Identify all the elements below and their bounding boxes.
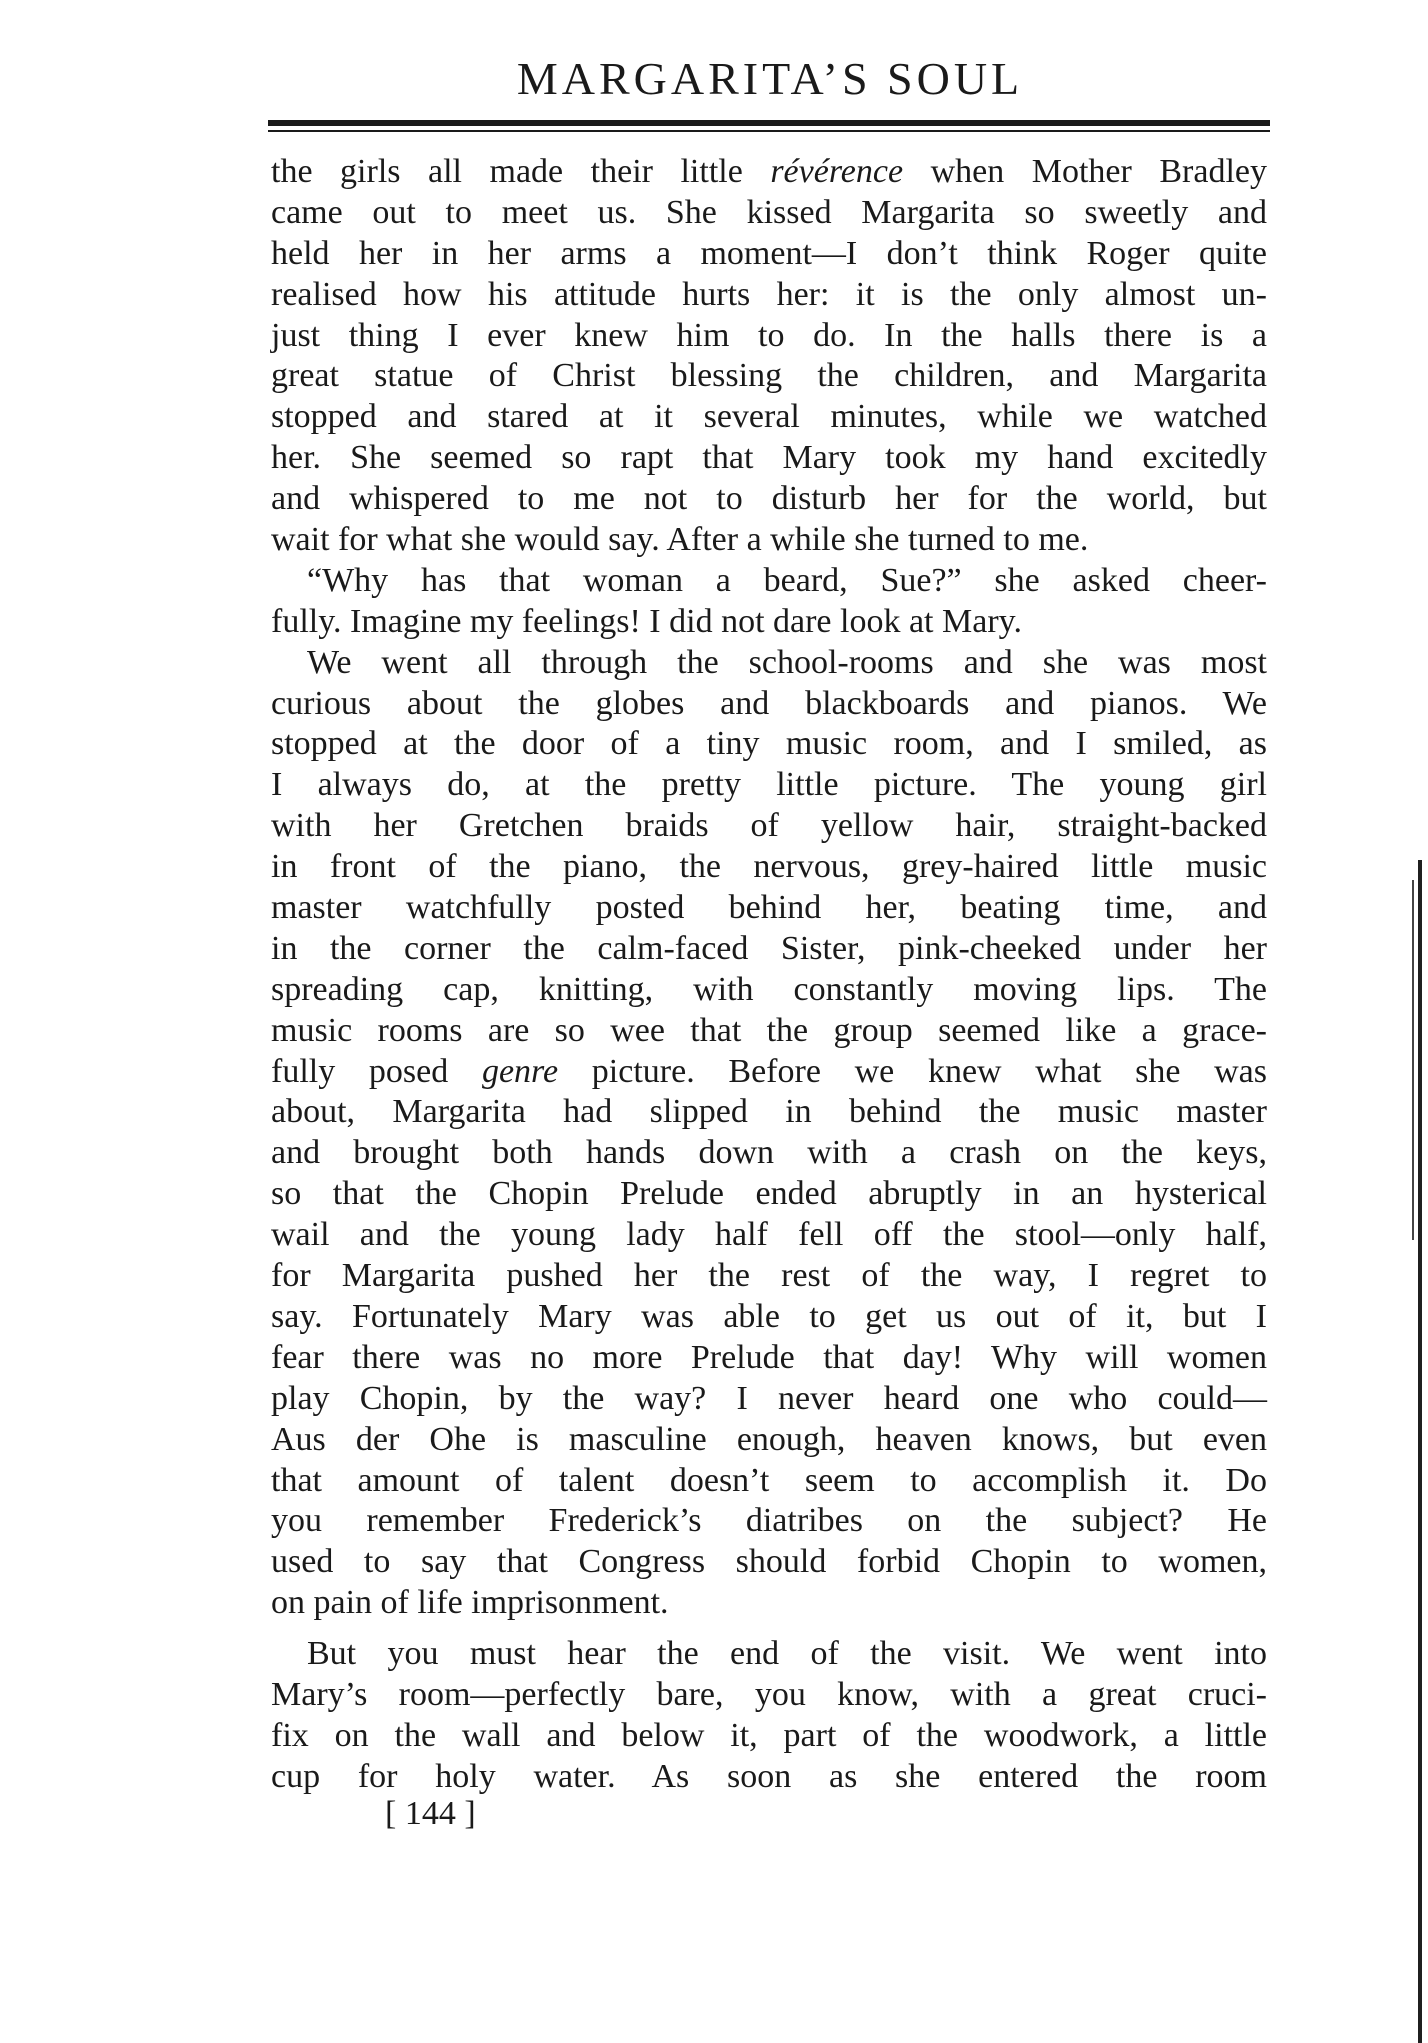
text-segment: the girls all made their little (271, 153, 771, 190)
text-line: wail and the young lady half fell off the stool—only half, (271, 1216, 1267, 1254)
header-rule-thick (268, 120, 1270, 126)
header-rule-thin (268, 130, 1270, 132)
text-line: We went all through the school-rooms and she was most (307, 643, 1267, 681)
text-line: on pain of life imprisonment. (271, 1584, 669, 1622)
italic-word: genre (481, 1052, 559, 1090)
text-line: that amount of talent doesn’t seem to accomplish it. Do (271, 1461, 1267, 1499)
page-number: [ 144 ] (385, 1795, 476, 1832)
text-line: just thing I ever knew him to do. In the halls there is a (271, 316, 1267, 354)
text-segment: when Mother Bradley (903, 153, 1267, 190)
text-line: came out to meet us. She kissed Margarita so sweetly and (271, 193, 1267, 231)
text-line: fear there was no more Prelude that day! Why will women (271, 1338, 1267, 1376)
text-line: music rooms are so wee that the group seemed like a grace- (271, 1011, 1267, 1049)
text-line: Aus der Ohe is masculine enough, heaven knows, but even (271, 1420, 1267, 1458)
text-line: I always do, at the pretty little picture. The young girl (271, 766, 1267, 804)
text-line: her. She seemed so rapt that Mary took my hand excitedly (271, 439, 1267, 477)
page-edge-shadow-inner (1412, 880, 1414, 1240)
text-line: say. Fortunately Mary was able to get us out of it, but I (271, 1297, 1267, 1335)
text-line: for Margarita pushed her the rest of the way, I regret to (271, 1257, 1267, 1295)
text-line: spreading cap, knitting, with constantly moving lips. The (271, 970, 1267, 1008)
text-line: “Why has that woman a beard, Sue?” she asked cheer- (307, 561, 1267, 599)
text-line: wait for what she would say. After a while she turned to me. (271, 521, 1089, 559)
text-segment: fully posed (271, 1052, 482, 1090)
text-line: stopped at the door of a tiny music room, and I smiled, as (271, 725, 1267, 763)
text-line: stopped and stared at it several minutes, while we watched (271, 398, 1267, 436)
text-line: fix on the wall and below it, part of the woodwork, a little (271, 1716, 1267, 1754)
text-line (271, 1052, 1267, 1093)
text-line: great statue of Christ blessing the children, and Margarita (271, 357, 1267, 395)
text-line (271, 152, 1267, 193)
italic-word: révérence (770, 153, 904, 190)
text-line: in the corner the calm-faced Sister, pink-cheeked under her (271, 929, 1267, 967)
text-line: held her in her arms a moment—I don’t think Roger quite (271, 234, 1267, 272)
text-line: so that the Chopin Prelude ended abruptly in an hysterical (271, 1175, 1267, 1213)
paragraph-gap (271, 1624, 1267, 1634)
text-line: with her Gretchen braids of yellow hair, straight-backed (271, 807, 1267, 845)
text-line: used to say that Congress should forbid Chopin to women, (271, 1543, 1267, 1581)
body-text (271, 152, 1267, 1798)
text-line: realised how his attitude hurts her: it is the only almost un- (271, 275, 1267, 313)
text-line: curious about the globes and blackboards and pianos. We (271, 684, 1267, 722)
text-line: play Chopin, by the way? I never heard one who could— (271, 1379, 1267, 1417)
text-line: you remember Frederick’s diatribes on the subject? He (271, 1502, 1267, 1540)
text-line: and brought both hands down with a crash on the keys, (271, 1134, 1267, 1172)
page-edge-shadow (1418, 860, 1422, 2043)
text-line: about, Margarita had slipped in behind the music master (271, 1093, 1267, 1131)
text-line: cup for holy water. As soon as she entered the room (271, 1757, 1267, 1795)
text-line: master watchfully posted behind her, beating time, and (271, 889, 1267, 927)
text-line: and whispered to me not to disturb her for the world, but (271, 480, 1267, 518)
text-line: Mary’s room—perfectly bare, you know, with a great cruci- (271, 1675, 1267, 1713)
running-head-title: MARGARITA’S SOUL (516, 53, 1024, 104)
text-line: in front of the piano, the nervous, grey-haired little music (271, 848, 1267, 886)
text-line: But you must hear the end of the visit. We went into (307, 1635, 1267, 1673)
text-segment: picture. Before we knew what she was (558, 1052, 1267, 1090)
text-line: fully. Imagine my feelings! I did not dare look at Mary. (271, 602, 1022, 640)
